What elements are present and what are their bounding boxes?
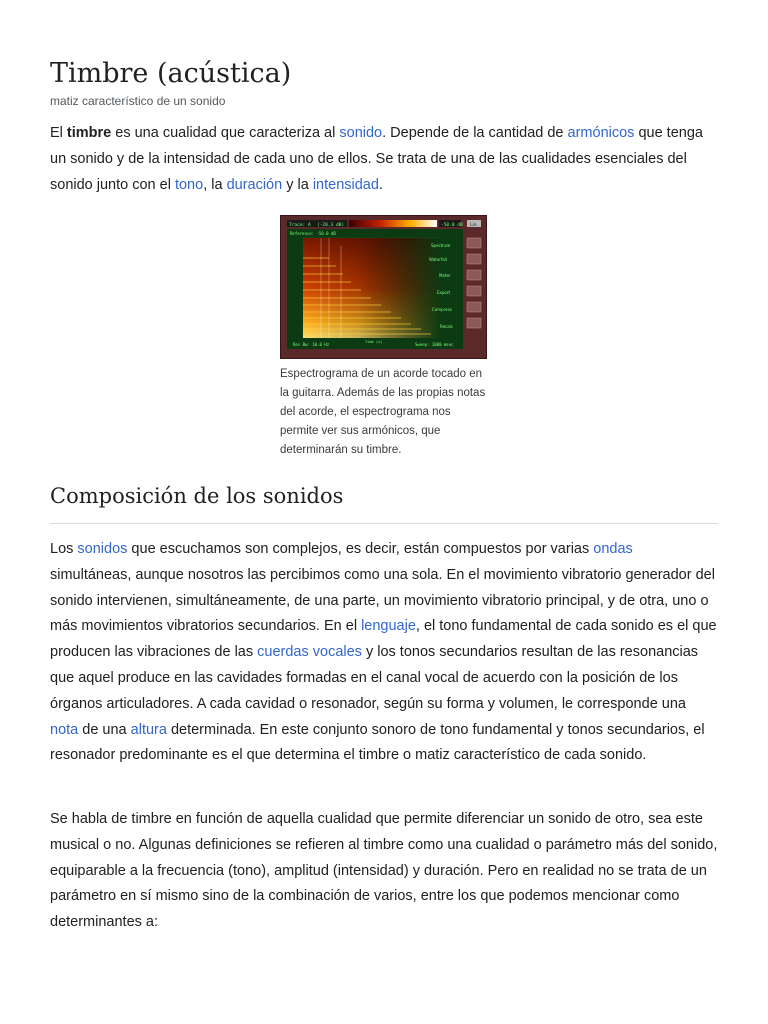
para-text: simultáneas, aunque nosotros las percibimos como una sola. En el movimiento vibratorio generador del sonido intervienen, simultáneamente, de una parte, un movimiento vibratorio principal, y de otra, uno o más movimientos vibratorios secundarios. En el: [50, 566, 715, 635]
intro-text: .: [378, 176, 383, 193]
intro-text: es una cualidad que caracteriza al: [111, 125, 340, 141]
link-ondas[interactable]: ondas: [593, 541, 633, 557]
panel-btn-meter: Meter: [439, 273, 451, 278]
panel-level-right: -50.0 dB: [441, 223, 463, 228]
panel-level-left: (-20.3 dB): [317, 223, 345, 228]
panel-resbw: Res Bw: 10.0 Hz: [293, 342, 330, 347]
spectrogram-graphic: [281, 216, 486, 358]
link-lenguaje[interactable]: lenguaje: [361, 618, 416, 635]
para-text: y los tonos secundarios resultan de las resonancias que aquel produce en las cavidades formadas en el canal vocal de acuerdo con la posición de los órganos articuladores. A cada cavidad o resonador, según su forma y volumen, le corresponde una: [50, 644, 699, 712]
panel-btn-compress: Compress: [432, 307, 452, 312]
page-subtitle: matiz característico de un sonido: [50, 94, 226, 108]
figure-caption: Espectrograma de un acorde tocado en la guitarra. Además de las propias notas del acorde, el espectrograma nos permite ver sus armónicos, que determinarán su timbre.: [280, 368, 486, 456]
panel-btn-spectrum: Spectrum: [431, 243, 451, 248]
para-text: de una: [78, 721, 131, 738]
panel-trace: Trace: A: [289, 223, 311, 228]
link-cuerdas-vocales[interactable]: cuerdas vocales: [257, 644, 362, 661]
panel-lin-button: Lin: [470, 223, 477, 228]
section-heading: Composición de los sonidos: [50, 484, 344, 508]
intro-text: , la: [203, 176, 227, 193]
para-text: , el tono fundamental de cada sonido es el que producen las vibraciones de las: [50, 618, 717, 661]
link-duracion[interactable]: duración: [226, 176, 283, 193]
panel-btn-recalc: Recalc: [440, 324, 454, 329]
intro-text: El: [50, 125, 67, 141]
para-text: determinada. En este conjunto sonoro de tono fundamental y tonos secundarios, el resonador predominante es el que determina el timbre o matiz característico de cada sonido.: [50, 721, 705, 764]
link-sonido[interactable]: sonido: [339, 125, 383, 141]
intro-text: . Depende de la cantidad de: [382, 125, 568, 141]
panel-reference: Reference: -50.0 dB: [290, 231, 336, 236]
link-sonidos[interactable]: sonidos: [77, 541, 128, 557]
spectrogram-image[interactable]: [280, 215, 487, 359]
definition-paragraph: Se habla de timbre en función de aquella cualidad que permite diferenciar un sonido de otro, sea este musical o no. Algunas definiciones se refieren al timbre como una cualidad o parámetro más del sonido, equiparable a la frecuencia (tono), amplitud (intensidad) y duración. Pero en realidad no se trata de un parámetro en sí mismo sino de la combinación de varios, entre los que podemos mencionar como determinantes a:: [50, 811, 718, 931]
timbre-term: timbre: [66, 125, 112, 141]
page-title: Timbre (acústica): [50, 58, 292, 89]
link-nota[interactable]: nota: [50, 721, 79, 738]
link-intensidad[interactable]: intensidad: [312, 176, 379, 193]
panel-sweep: Sweep: 1000 msec: [415, 342, 454, 347]
composition-paragraph: [50, 537, 718, 769]
spectrogram-figure: [280, 215, 490, 460]
intro-text: que tenga un sonido y de la intensidad de cada uno de ellos. Se trata de una de las cualidades esenciales del sonido junto con el: [50, 125, 703, 193]
intro-paragraph: [50, 121, 718, 198]
link-armonicos[interactable]: armónicos: [567, 125, 635, 141]
para-text: que escuchamos son complejos, es decir, están compuestos por varias: [127, 541, 594, 557]
panel-btn-export: Export: [437, 290, 451, 295]
para-text: Los: [50, 541, 78, 557]
section-divider: [50, 523, 718, 524]
link-altura[interactable]: altura: [130, 721, 167, 738]
link-tono[interactable]: tono: [174, 176, 204, 193]
panel-btn-waterfall: Waterfall: [429, 257, 447, 262]
panel-time-axis: Time (s): [365, 340, 383, 344]
intro-text: y la: [282, 176, 313, 193]
